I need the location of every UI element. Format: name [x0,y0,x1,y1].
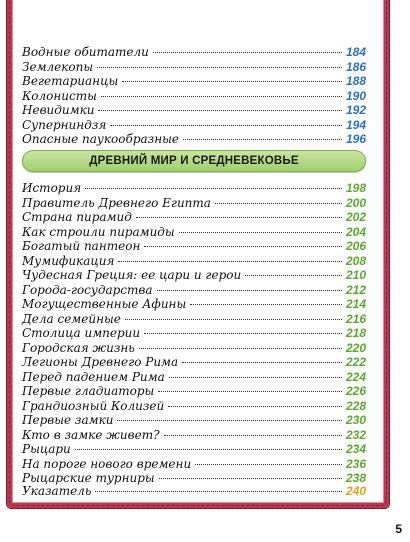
toc-entry-title: Рыцарские турниры [22,471,155,485]
toc-entry-page: 232 [345,427,366,442]
toc-entry-page: 230 [345,413,366,427]
toc-entry-page: 224 [345,369,366,384]
dot-leader [195,464,342,465]
dot-leader [85,188,342,189]
dot-leader [117,420,342,421]
toc-entry-title: Страна пирамид [22,210,132,224]
toc-entry-title: Кто в замке живет? [22,427,160,442]
dot-leader [122,81,342,82]
toc-entry-title: Колонисты [22,88,97,103]
dot-leader [182,362,342,363]
toc-entry-title: Суперниндзя [22,117,107,132]
toc-entry-page: 192 [345,103,366,117]
toc-entry-title: Перед падением Рима [22,369,165,384]
section-banner-title: ДРЕВНИЙ МИР И СРЕДНЕВЕКОВЬЕ [89,155,299,167]
dot-leader [125,319,342,320]
toc-entry-page: 200 [345,195,366,210]
toc-entry-page: 184 [345,45,366,59]
toc-entry-title: Могущественные Афины [22,297,187,311]
toc-entry-page: 212 [345,282,366,297]
toc-entry-page: 188 [345,74,366,88]
toc-entry-page: 234 [345,442,366,456]
toc-entry-title: Легионы Древнего Рима [22,355,179,369]
toc-entry-page: 208 [345,253,366,268]
dot-leader [136,217,342,218]
dot-leader [245,275,342,276]
toc-entry-page: 198 [345,181,366,195]
dot-leader [158,391,342,392]
dot-leader [190,304,342,305]
toc-entry-page: 186 [345,59,366,74]
toc-entry-title: Указатель [22,484,92,498]
dot-leader [97,67,342,68]
dot-leader [118,261,342,262]
toc-entry-title: Водные обитатели [22,45,149,59]
toc-entry-page: 240 [345,484,366,498]
dot-leader [101,96,342,97]
toc-entry-page: 204 [345,224,366,239]
dot-leader [98,110,342,111]
dot-leader [159,478,342,479]
toc-entry-title: Опасные паукообразные [22,132,179,146]
dot-leader [144,246,342,247]
toc-entry-page: 202 [345,210,366,224]
toc-entry-page: 228 [345,398,366,413]
toc-entry-title: Чудесная Греция: ее цари и герои [22,268,242,282]
dot-leader [75,449,342,450]
toc-entry-page: 238 [345,471,366,485]
toc-entry-page: 216 [345,311,366,326]
dot-leader [179,232,342,233]
dot-leader [157,290,342,291]
toc-entry-page: 226 [345,384,366,398]
page-number: 5 [395,522,402,536]
dot-leader [110,125,342,126]
toc-entry-title: Дела семейные [22,311,121,326]
toc-entry-page: 206 [345,239,366,253]
toc-entry-page: 236 [345,456,366,471]
toc-entry-title: Города-государства [22,282,153,297]
toc-entry-title: Вегетарианцы [22,74,119,88]
dot-leader [183,139,342,140]
dot-leader [153,52,342,53]
section-banner [22,150,366,172]
dot-leader [164,435,342,436]
dot-leader [169,377,342,378]
toc-entry[interactable] [22,131,366,147]
toc-entry-title: Невидимки [22,103,95,117]
toc-entry-title: Городская жизнь [22,340,135,355]
dot-leader [95,491,342,492]
toc-entry-page: 210 [345,268,366,282]
toc-entry-title: Рыцари [22,442,71,456]
dot-leader [168,406,342,407]
toc-entry-title: Грандиозный Колизей [22,398,165,413]
toc-entry-title: Богатый пантеон [22,239,141,253]
dot-leader [215,203,342,204]
dot-leader [139,348,342,349]
toc-entry[interactable] [22,483,366,499]
toc-entry-title: Как строили пирамиды [22,224,175,239]
toc-entry-title: Землекопы [22,59,94,74]
toc-entry-page: 222 [345,355,366,369]
toc-entry-page: 218 [345,326,366,340]
toc-entry-title: Мумификация [22,253,115,268]
toc-entry-title: История [22,181,82,195]
toc-entry-title: Столица империи [22,326,141,340]
toc-entry-title: Первые гладиаторы [22,384,155,398]
dot-leader [144,333,342,334]
toc-entry-page: 190 [345,88,366,103]
toc-entry-title: Первые замки [22,413,114,427]
toc-entry-title: На пороге нового времени [22,456,192,471]
toc-entry-page: 194 [345,117,366,132]
toc-entry-page: 220 [345,340,366,355]
toc-entry-page: 196 [345,132,366,146]
toc-entry-page: 214 [345,297,366,311]
toc-entry-title: Правитель Древнего Египта [22,195,211,210]
